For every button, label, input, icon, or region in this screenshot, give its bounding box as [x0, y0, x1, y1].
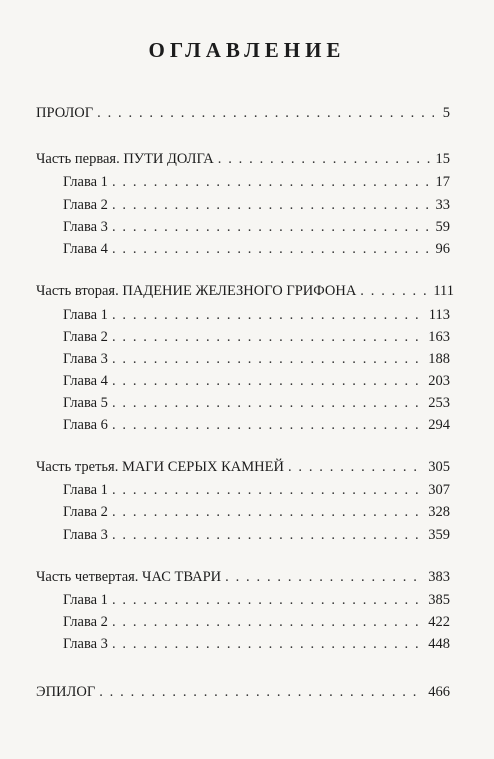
entry-page: 253	[428, 395, 450, 411]
toc-entry-chapter	[63, 240, 450, 258]
entry-page: 328	[428, 504, 450, 520]
leader-dots	[218, 150, 432, 168]
entry-label: Глава 2	[63, 197, 108, 213]
leader-dots	[288, 458, 424, 476]
entry-page: 15	[435, 151, 450, 167]
entry-page: 96	[435, 241, 450, 257]
entry-page: 383	[428, 569, 450, 585]
entry-label: Глава 2	[63, 504, 108, 520]
entry-label: Глава 4	[63, 373, 108, 389]
entry-page: 33	[435, 197, 450, 213]
entry-label: Глава 1	[63, 592, 108, 608]
entry-label: Часть первая. ПУТИ ДОЛГА	[36, 151, 214, 167]
leader-dots	[112, 591, 424, 609]
toc-entry-chapter	[63, 613, 450, 631]
leader-dots	[112, 613, 424, 631]
toc-entry-epilogue	[36, 683, 450, 701]
entry-label: Глава 3	[63, 636, 108, 652]
leader-dots	[112, 526, 424, 544]
toc-entry-chapter	[63, 526, 450, 544]
leader-dots	[112, 416, 424, 434]
entry-page: 111	[433, 283, 454, 299]
entry-page: 359	[428, 527, 450, 543]
toc-entry-chapter	[63, 416, 450, 434]
leader-dots	[112, 481, 424, 499]
leader-dots	[112, 503, 424, 521]
leader-dots	[112, 240, 432, 258]
leader-dots	[112, 328, 424, 346]
entry-page: 163	[428, 329, 450, 345]
toc-entry-part3	[36, 458, 450, 476]
toc-entry-chapter	[63, 503, 450, 521]
toc-entry-prologue	[36, 104, 450, 122]
leader-dots	[225, 568, 424, 586]
entry-page: 466	[428, 684, 450, 700]
entry-page: 5	[442, 105, 450, 121]
toc-entry-chapter	[63, 481, 450, 499]
entry-page: 113	[428, 307, 450, 323]
leader-dots	[112, 306, 425, 324]
toc-entry-chapter	[63, 218, 450, 236]
entry-label: Часть третья. МАГИ СЕРЫХ КАМНЕЙ	[36, 459, 284, 475]
toc-entry-chapter	[63, 306, 450, 324]
page-title: ОГЛАВЛЕНИЕ	[148, 38, 346, 62]
leader-dots	[112, 196, 432, 214]
entry-label: Часть четвертая. ЧАС ТВАРИ	[36, 569, 222, 585]
leader-dots	[112, 372, 424, 390]
toc-entry-chapter	[63, 196, 450, 214]
entry-page: 422	[428, 614, 450, 630]
entry-label: Глава 5	[63, 395, 108, 411]
leader-dots	[112, 218, 432, 236]
entry-label: Глава 3	[63, 527, 108, 543]
leader-dots	[97, 104, 434, 122]
entry-label: Часть вторая. ПАДЕНИЕ ЖЕЛЕЗНОГО ГРИФОНА	[36, 283, 357, 299]
entry-label: Глава 1	[63, 174, 108, 190]
toc-entry-chapter	[63, 173, 450, 191]
toc-entry-chapter	[63, 591, 450, 609]
toc-entry-part4	[36, 568, 450, 586]
entry-label: Глава 2	[63, 614, 108, 630]
toc-entry-chapter	[63, 394, 450, 412]
toc-entry-chapter	[63, 635, 450, 653]
entry-label: Глава 6	[63, 417, 108, 433]
toc-entry-part1	[36, 150, 450, 168]
entry-label: Глава 1	[63, 482, 108, 498]
entry-page: 448	[428, 636, 450, 652]
leader-dots	[112, 394, 424, 412]
entry-label: Глава 3	[63, 219, 108, 235]
leader-dots	[112, 350, 424, 368]
entry-label: ПРОЛОГ	[36, 105, 94, 121]
entry-label: ЭПИЛОГ	[36, 684, 96, 700]
leader-dots	[360, 282, 429, 300]
entry-page: 307	[428, 482, 450, 498]
entry-label: Глава 3	[63, 351, 108, 367]
entry-page: 305	[428, 459, 450, 475]
entry-page: 203	[428, 373, 450, 389]
toc-entry-chapter	[63, 372, 450, 390]
leader-dots	[99, 683, 424, 701]
toc-entry-chapter	[63, 328, 450, 346]
leader-dots	[112, 635, 424, 653]
entry-label: Глава 1	[63, 307, 108, 323]
entry-page: 17	[435, 174, 450, 190]
entry-page: 59	[435, 219, 450, 235]
entry-label: Глава 2	[63, 329, 108, 345]
entry-page: 385	[428, 592, 450, 608]
leader-dots	[112, 173, 432, 191]
toc-entry-chapter	[63, 350, 450, 368]
entry-label: Глава 4	[63, 241, 108, 257]
entry-page: 188	[428, 351, 450, 367]
toc-entry-part2	[36, 282, 454, 300]
entry-page: 294	[428, 417, 450, 433]
